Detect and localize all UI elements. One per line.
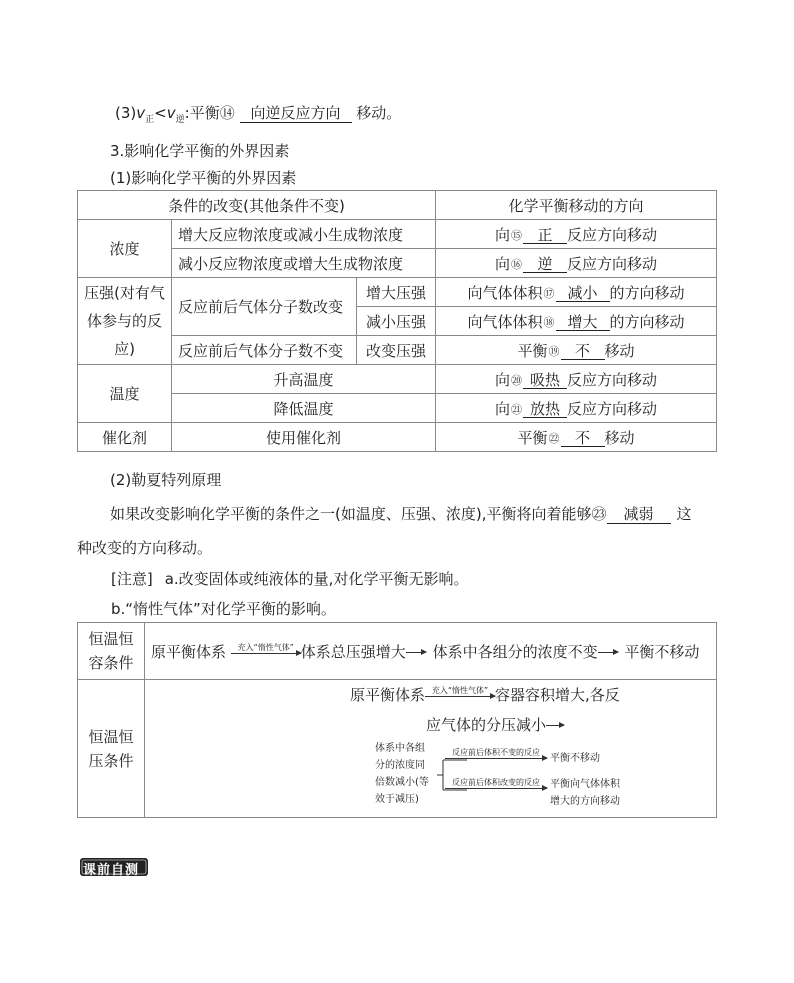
- line-text: :平衡: [184, 104, 220, 122]
- branch-1: 反应前后体积不变的反应: [445, 748, 547, 759]
- table-cell: 反应前后气体分子数改变: [172, 278, 357, 336]
- principle-paragraph: 如果改变影响化学平衡的条件之一(如温度、压强、浓度),平衡将向着能够㉓ 减弱 这: [110, 505, 692, 523]
- answer-blank: 减小: [556, 285, 610, 303]
- answer-blank: 不: [561, 430, 605, 448]
- direction-cell: 向㉑ 放热 反应方向移动: [436, 394, 717, 423]
- direction-cell: 向气体体积⑱ 增大 的方向移动: [436, 307, 717, 336]
- row-label-catalyst: 催化剂: [78, 423, 172, 452]
- answer-blank: 逆: [523, 256, 567, 274]
- table-cell: 增大反应物浓度或减小生成物浓度: [172, 220, 436, 249]
- row-label-concentration: 浓度: [78, 220, 172, 278]
- answer-blank: 增大: [556, 314, 610, 332]
- direction-cell: 向气体体积⑰ 减小 的方向移动: [436, 278, 717, 307]
- arrow-icon: 充入“惰性气体”: [231, 643, 301, 654]
- answer-blank: 向逆反应方向: [240, 105, 352, 123]
- logo-text: 课前自测: [83, 863, 140, 878]
- section-heading: 3.影响化学平衡的外界因素: [110, 142, 290, 160]
- arrow-icon: [406, 652, 426, 653]
- line-text: 移动。: [356, 104, 402, 122]
- direction-cell: 向⑮ 正 反应方向移动: [436, 220, 717, 249]
- row-label-pressure: 压强(对有气体参与的反应): [78, 278, 172, 365]
- answer-blank: 正: [523, 227, 567, 245]
- table-cell: 反应前后气体分子数不变: [172, 336, 357, 365]
- direction-cell: 平衡⑲ 不 移动: [436, 336, 717, 365]
- table-cell: 减小压强: [357, 307, 436, 336]
- table-header: 条件的改变(其他条件不变): [78, 191, 436, 220]
- note-a: [注意] a.改变固体或纯液体的量,对化学平衡无影响。: [111, 570, 469, 588]
- sub-heading: (2)勒夏特列原理: [110, 471, 222, 489]
- table-cell: 升高温度: [172, 365, 436, 394]
- constant-pressure-flow: [145, 680, 717, 818]
- flow-line-2: 应气体的分压减小: [426, 714, 564, 735]
- answer-blank: 减弱: [607, 506, 671, 524]
- less-than: <: [154, 104, 167, 122]
- v-forward: $v_正$: [136, 104, 155, 125]
- arrow-icon: 充入“惰性气体”: [425, 686, 495, 697]
- answer-blank: 不: [561, 343, 605, 361]
- factor-table: [77, 190, 717, 452]
- direction-cell: 平衡㉒ 不 移动: [436, 423, 717, 452]
- line-3: [115, 102, 401, 125]
- item-number: (3): [115, 104, 137, 122]
- direction-cell: 向⑳ 吸热 反应方向移动: [436, 365, 717, 394]
- table-cell: 减小反应物浓度或增大生成物浓度: [172, 249, 436, 278]
- table-header: 化学平衡移动的方向: [436, 191, 717, 220]
- v-reverse: $v_逆$: [166, 104, 185, 125]
- answer-blank: 吸热: [523, 372, 567, 390]
- arrow-icon: [598, 652, 618, 653]
- inert-gas-table: [77, 622, 717, 818]
- branch-icon: [437, 755, 467, 795]
- result-1: 平衡不移动: [550, 753, 600, 764]
- branch-2: 反应前后体积改变的反应: [445, 778, 547, 789]
- note-b: b.“惰性气体”对化学平衡的影响。: [111, 600, 336, 618]
- arrow-icon: [546, 725, 564, 726]
- row-label-constant-volume: 恒温恒容条件: [78, 623, 145, 680]
- concentration-box: 体系中各组 分的浓度同 倍数减小(等 效于减压): [375, 743, 429, 805]
- row-label-constant-pressure: 恒温恒压条件: [78, 680, 145, 818]
- principle-paragraph-cont: 种改变的方向移动。: [77, 539, 213, 557]
- answer-number: ⑭: [219, 104, 235, 122]
- row-label-temperature: 温度: [78, 365, 172, 423]
- table-cell: 增大压强: [357, 278, 436, 307]
- flow-line-1: 原平衡体系 充入“惰性气体” 容器容积增大,各反: [350, 686, 620, 704]
- result-2: 平衡向气体体积 增大的方向移动: [550, 779, 620, 807]
- direction-cell: 向⑯ 逆 反应方向移动: [436, 249, 717, 278]
- table-cell: 改变压强: [357, 336, 436, 365]
- table-cell: 使用催化剂: [172, 423, 436, 452]
- note-tag: [注意]: [111, 570, 153, 588]
- sub-heading: (1)影响化学平衡的外界因素: [110, 169, 297, 187]
- constant-volume-flow: 原平衡体系 充入“惰性气体” 体系总压强增大 体系中各组分的浓度不变 平衡不移动: [145, 623, 717, 680]
- table-cell: 降低温度: [172, 394, 436, 423]
- answer-blank: 放热: [523, 401, 567, 419]
